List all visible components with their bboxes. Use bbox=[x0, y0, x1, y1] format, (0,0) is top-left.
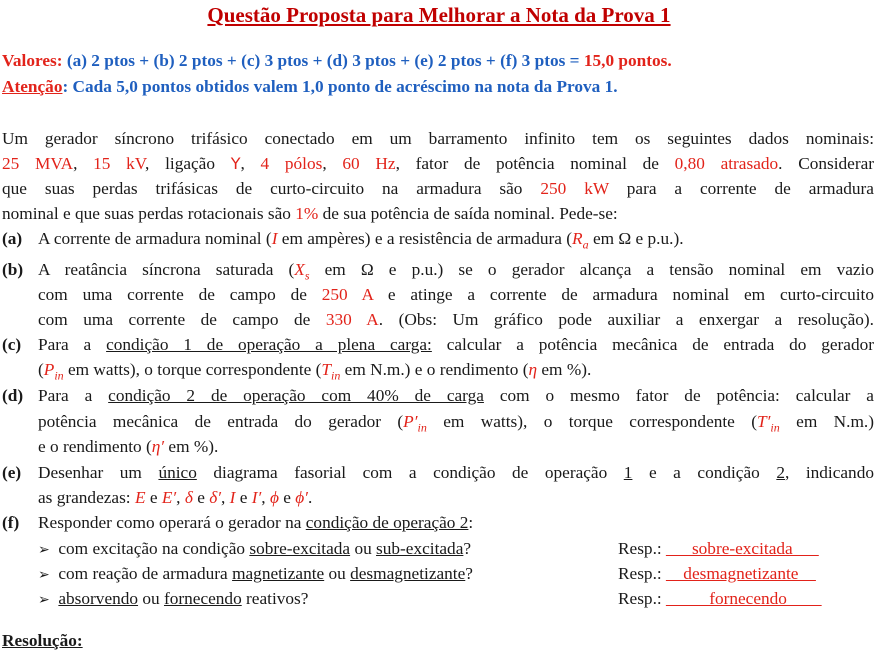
resp-label-2: Resp.: bbox=[618, 564, 662, 583]
symbol-P: P bbox=[43, 360, 55, 379]
item-c-l2b: em watts), o torque correspondente ( bbox=[68, 360, 322, 379]
resp-label-3: Resp.: bbox=[618, 589, 662, 608]
item-e-t3: e a condição bbox=[648, 463, 760, 482]
atencao-line bbox=[2, 74, 618, 99]
intro-line-4 bbox=[2, 201, 618, 226]
response-1 bbox=[618, 536, 819, 561]
symbol-E-prime: E′ bbox=[161, 488, 177, 507]
intro-l3c: para a corrente de armadura bbox=[626, 179, 874, 198]
bullet-item-1 bbox=[38, 536, 471, 563]
symbol-I-e: I bbox=[229, 488, 236, 507]
item-b-l3a: com uma corrente de campo de bbox=[38, 310, 311, 329]
item-b-line-3 bbox=[38, 307, 874, 332]
item-c-label: (c) bbox=[2, 335, 22, 354]
item-d-l2a: potência mecânica de entrada do gerador ( bbox=[38, 412, 404, 431]
item-b-t2: em Ω e p.u.) se o gerador alcança a tensão nominal em vazio bbox=[324, 260, 874, 279]
page-title: Questão Proposta para Melhorar a Nota da Prova 1 bbox=[207, 3, 671, 27]
item-e-cond-2: 2 bbox=[776, 463, 785, 482]
item-c-paren: ( bbox=[38, 360, 44, 379]
arrow-bullet-icon: ➢ bbox=[38, 567, 50, 583]
item-d-l3b: em %). bbox=[168, 437, 219, 456]
intro-line-3 bbox=[2, 176, 874, 201]
item-a-t3: em Ω e p.u.). bbox=[592, 229, 684, 248]
bullet-item-3 bbox=[38, 586, 308, 613]
item-d-l3a: e o rendimento ( bbox=[38, 437, 152, 456]
frequency: 60 Hz bbox=[342, 154, 396, 173]
item-c-t2: calcular a potência mecânica de entrada do gerador bbox=[446, 335, 874, 354]
intro-l4a: nominal e que suas perdas rotacionais são bbox=[2, 204, 291, 223]
bullet-3-post: reativos? bbox=[246, 589, 309, 608]
response-3 bbox=[618, 586, 822, 611]
bullet-2-pre: com reação de armadura bbox=[58, 564, 228, 583]
item-d-l2c: em N.m.) bbox=[796, 412, 875, 431]
resp-answer-3: _____fornecendo____ bbox=[666, 589, 822, 608]
item-d-l2b: em watts), o torque correspondente ( bbox=[443, 412, 758, 431]
bullet-2-opt-1: magnetizante bbox=[232, 564, 325, 583]
intro-l3a: que suas perdas trifásicas de curto-circuito na armadura são bbox=[2, 179, 523, 198]
item-b-l3c: . (Obs: Um gráfico pode auxiliar a enxergar a resolução). bbox=[378, 310, 874, 329]
sep-e-3: e bbox=[239, 488, 248, 507]
resp-answer-2: __desmagnetizante__ bbox=[666, 564, 816, 583]
arrow-bullet-icon: ➢ bbox=[38, 542, 50, 558]
symbol-P-prime-sub: in bbox=[417, 420, 427, 435]
bullet-1-opt-1: sobre-excitada bbox=[249, 539, 351, 558]
connection-text: ligação bbox=[165, 154, 215, 173]
valores-label: Valores: bbox=[2, 51, 63, 70]
symbol-Pin bbox=[43, 360, 64, 383]
item-e-t1: Desenhar um bbox=[38, 463, 142, 482]
power-factor: 0,80 atrasado bbox=[674, 154, 779, 173]
item-f-label: (f) bbox=[2, 513, 20, 532]
item-a-t2: em ampères) e a resistência de armadura ( bbox=[281, 229, 573, 248]
symbol-X: X bbox=[294, 260, 305, 279]
symbol-T-prime-sub: in bbox=[770, 420, 780, 435]
symbol-phi: ϕ bbox=[269, 488, 279, 507]
symbol-T-sub: in bbox=[331, 368, 341, 383]
symbol-P-sub: in bbox=[54, 368, 64, 383]
bullet-item-2 bbox=[38, 561, 473, 588]
atencao-text: : Cada 5,0 pontos obtidos valem 1,0 ponto de acréscimo na nota da Prova 1. bbox=[62, 77, 618, 96]
bullet-2-post: ? bbox=[465, 564, 473, 583]
atencao-label: Atenção bbox=[2, 77, 63, 96]
intro-l4c: de sua potência de saída nominal. Pede-se: bbox=[322, 204, 618, 223]
item-a-text bbox=[38, 226, 874, 257]
rotational-losses: 1% bbox=[295, 204, 319, 223]
symbol-E: E bbox=[134, 488, 146, 507]
sep-e-1: e bbox=[149, 488, 158, 507]
item-b-line-2 bbox=[38, 282, 874, 307]
arrow-bullet-icon: ➢ bbox=[38, 592, 50, 608]
sep-e-4: e bbox=[283, 488, 291, 507]
item-b-l2a: com uma corrente de campo de bbox=[38, 285, 307, 304]
poles: 4 pólos bbox=[260, 154, 323, 173]
symbol-Ra bbox=[572, 229, 589, 252]
valores-line bbox=[2, 48, 672, 73]
bullet-1-mid: ou bbox=[354, 539, 372, 558]
intro-line-1: Um gerador síncrono trifásico conectado em um barramento infinito tem os seguintes dados nominais: bbox=[2, 129, 874, 148]
symbol-I: I bbox=[271, 229, 278, 248]
symbol-delta-prime: δ′ bbox=[209, 488, 222, 507]
symbol-X-sub: s bbox=[304, 268, 310, 283]
bullet-3-mid: ou bbox=[142, 589, 160, 608]
item-f-condition: condição de operação 2 bbox=[305, 513, 469, 532]
item-c-t1: Para a bbox=[38, 335, 92, 354]
item-c-l2c: em N.m.) e o rendimento ( bbox=[344, 360, 529, 379]
item-c-l2d: em %). bbox=[541, 360, 592, 379]
symbol-eta: η bbox=[528, 360, 538, 379]
item-f-t1: Responder como operará o gerador na bbox=[38, 513, 302, 532]
symbol-T: T bbox=[321, 360, 331, 379]
field-current-1: 250 A bbox=[321, 285, 374, 304]
resolucao-heading: Resolução: bbox=[2, 631, 83, 650]
bullet-1-pre: com excitação na condição bbox=[58, 539, 246, 558]
item-b-l2c: e atinge a corrente de armadura nominal em curto-circuito bbox=[387, 285, 874, 304]
connection-type: Y bbox=[230, 154, 241, 173]
item-e-unico: único bbox=[158, 463, 197, 482]
symbol-T-prime: T′ bbox=[757, 412, 771, 431]
valores-total: 15,0 pontos. bbox=[583, 51, 672, 70]
sep-e-2: e bbox=[197, 488, 205, 507]
item-e-l2a: as grandezas: bbox=[38, 488, 131, 507]
response-2 bbox=[618, 561, 816, 586]
resp-answer-1: ___sobre-excitada___ bbox=[666, 539, 819, 558]
power-factor-text: fator de potência nominal de bbox=[415, 154, 659, 173]
item-e-line-2: as grandezas: E e E′, δ e δ′, I e I′, ϕ e ϕ′. bbox=[38, 488, 313, 507]
symbol-P-prime: P′ bbox=[403, 412, 418, 431]
symbol-delta: δ bbox=[184, 488, 193, 507]
item-d-condition: condição 2 de operação com 40% de carga bbox=[108, 386, 484, 405]
symbol-R-sub: a bbox=[582, 237, 589, 252]
item-b-t1: A reatância síncrona saturada ( bbox=[38, 260, 295, 279]
item-b-label: (b) bbox=[2, 260, 24, 279]
symbol-Pin-prime bbox=[403, 412, 427, 435]
item-a-t1: A corrente de armadura nominal ( bbox=[38, 229, 272, 248]
rated-voltage: 15 kV bbox=[93, 154, 146, 173]
symbol-I-prime: I′ bbox=[251, 488, 262, 507]
symbol-Tin-prime bbox=[757, 412, 780, 435]
field-current-2: 330 A bbox=[325, 310, 379, 329]
item-d-line-3 bbox=[38, 434, 874, 459]
bullet-1-post: ? bbox=[463, 539, 472, 558]
intro-considerar: . Considerar bbox=[778, 154, 875, 173]
symbol-Xs bbox=[294, 260, 310, 283]
item-e-t2: diagrama fasorial com a condição de operação bbox=[213, 463, 608, 482]
item-e-line-1 bbox=[38, 460, 874, 485]
item-d-label: (d) bbox=[2, 386, 24, 405]
item-e-t4: , indicando bbox=[784, 463, 874, 482]
item-d-t2: com o mesmo fator de potência: calcular a bbox=[499, 386, 874, 405]
item-f-line-1 bbox=[38, 510, 874, 535]
intro-line-2: 25 MVA, 15 kV, ligação Y, 4 pólos, 60 Hz, fator de potência nominal de 0,80 atrasado. Considerar bbox=[2, 154, 875, 173]
item-d-t1: Para a bbox=[38, 386, 93, 405]
item-c-condition: condição 1 de operação a plena carga: bbox=[106, 335, 432, 354]
short-circuit-losses: 250 kW bbox=[540, 179, 609, 198]
item-d-line-1 bbox=[38, 383, 874, 408]
symbol-phi-prime: ϕ′ bbox=[295, 488, 308, 507]
symbol-R: R bbox=[572, 229, 583, 248]
symbol-eta-prime: η′ bbox=[151, 437, 165, 456]
resp-label-1: Resp.: bbox=[618, 539, 662, 558]
bullet-3-opt-1: absorvendo bbox=[58, 589, 139, 608]
item-c-line-1 bbox=[38, 332, 874, 357]
item-e-label: (e) bbox=[2, 463, 22, 482]
bullet-3-opt-2: fornecendo bbox=[163, 589, 242, 608]
bullet-2-opt-2: desmagnetizante bbox=[350, 564, 466, 583]
rated-power: 25 MVA bbox=[2, 154, 74, 173]
symbol-Tin bbox=[321, 360, 341, 383]
valores-text: (a) 2 ptos + (b) 2 ptos + (c) 3 ptos + (d) 3 ptos + (e) 2 ptos + (f) 3 ptos = bbox=[66, 51, 580, 70]
item-e-cond-1: 1 bbox=[623, 463, 633, 482]
item-f-t2: : bbox=[468, 513, 474, 532]
bullet-1-opt-2: sub-excitada bbox=[376, 539, 464, 558]
bullet-2-mid: ou bbox=[328, 564, 346, 583]
item-a-label: (a) bbox=[2, 229, 23, 248]
